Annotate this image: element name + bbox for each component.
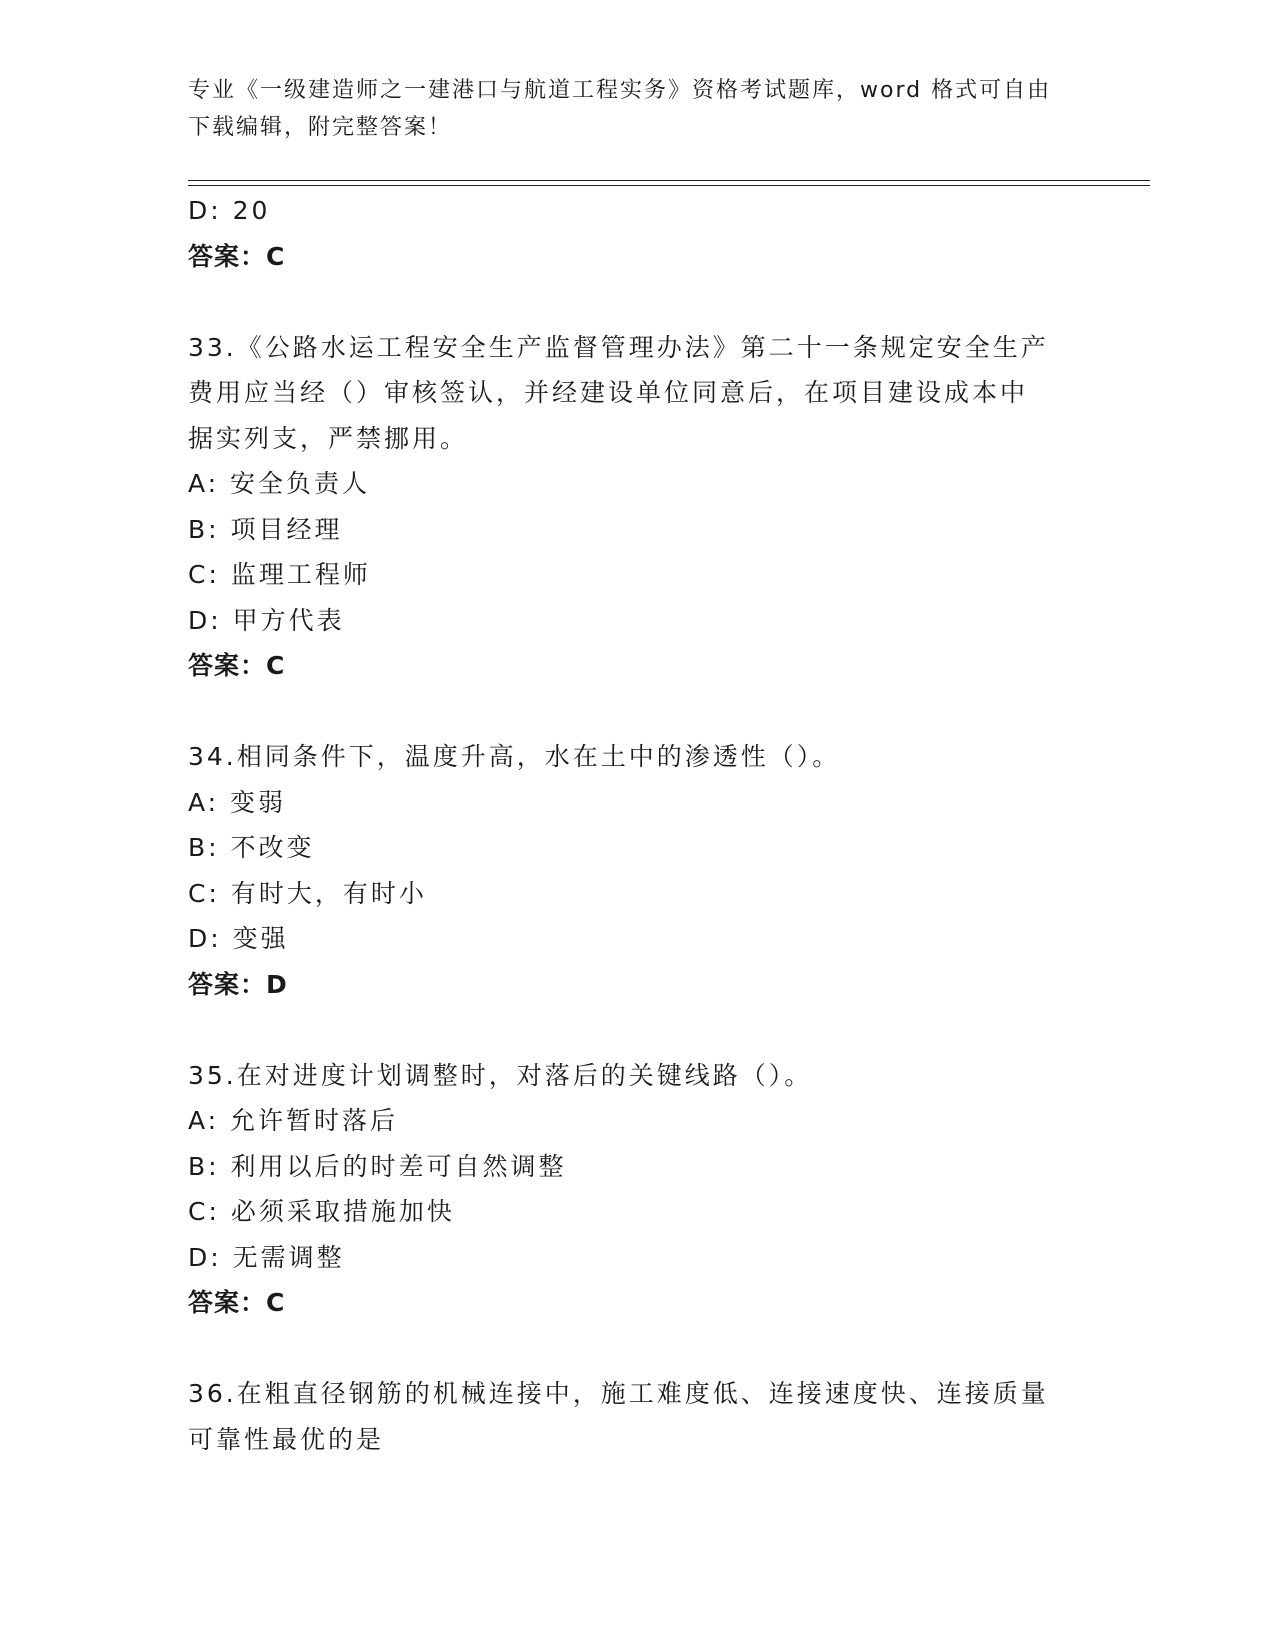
option-d: D: 甲方代表 xyxy=(188,605,345,635)
option-c: C: 监理工程师 xyxy=(188,560,371,589)
question-33 xyxy=(188,325,1088,689)
spacer xyxy=(188,1007,1088,1053)
question-36 xyxy=(188,1371,1088,1462)
answer-label: 答案：C xyxy=(188,241,286,271)
question-text: 35.在对进度计划调整时，对落后的关键线路（）。 xyxy=(188,1060,813,1090)
option-c: C: 必须采取措施加快 xyxy=(188,1197,455,1226)
option-b: B: 利用以后的时差可自然调整 xyxy=(188,1151,567,1181)
option-b: B: 项目经理 xyxy=(188,514,343,544)
option-a: A: 安全负责人 xyxy=(188,469,371,498)
answer-label: 答案：C xyxy=(188,1288,286,1317)
question-text: 34.相同条件下，温度升高，水在土中的渗透性（）。 xyxy=(188,742,841,771)
option-b: B: 不改变 xyxy=(188,833,315,862)
header-line-2: 下载编辑，附完整答案！ xyxy=(188,115,453,140)
option-c: C: 有时大，有时小 xyxy=(188,878,427,908)
option-d: D: 20 xyxy=(188,196,271,225)
question-content xyxy=(188,188,1088,1462)
option-d: D: 变强 xyxy=(188,924,289,953)
question-35 xyxy=(188,1053,1088,1326)
question-text: 可靠性最优的是 xyxy=(188,1424,385,1454)
spacer xyxy=(188,1326,1088,1372)
question-34 xyxy=(188,734,1088,1007)
question-text: 36.在粗直径钢筋的机械连接中，施工难度低、连接速度快、连接质量 xyxy=(188,1379,1049,1408)
spacer xyxy=(188,279,1088,325)
question-text: 费用应当经（）审核签认，并经建设单位同意后，在项目建设成本中 xyxy=(188,378,1029,407)
document-header xyxy=(188,72,1068,146)
answer-label: 答案：C xyxy=(188,651,286,680)
option-a: A: 变弱 xyxy=(188,787,287,817)
previous-question-tail xyxy=(188,188,1088,279)
header-divider-bottom xyxy=(188,185,1150,186)
question-text: 33.《公路水运工程安全生产监督管理办法》第二十一条规定安全生产 xyxy=(188,332,1049,362)
header-divider-top xyxy=(188,180,1150,181)
spacer xyxy=(188,689,1088,735)
header-line-1: 专业《一级建造师之一建港口与航道工程实务》资格考试题库，word 格式可自由 xyxy=(188,78,1052,103)
option-d: D: 无需调整 xyxy=(188,1242,345,1272)
option-a: A: 允许暂时落后 xyxy=(188,1106,399,1135)
question-text: 据实列支，严禁挪用。 xyxy=(188,423,469,453)
answer-label: 答案：D xyxy=(188,969,288,999)
